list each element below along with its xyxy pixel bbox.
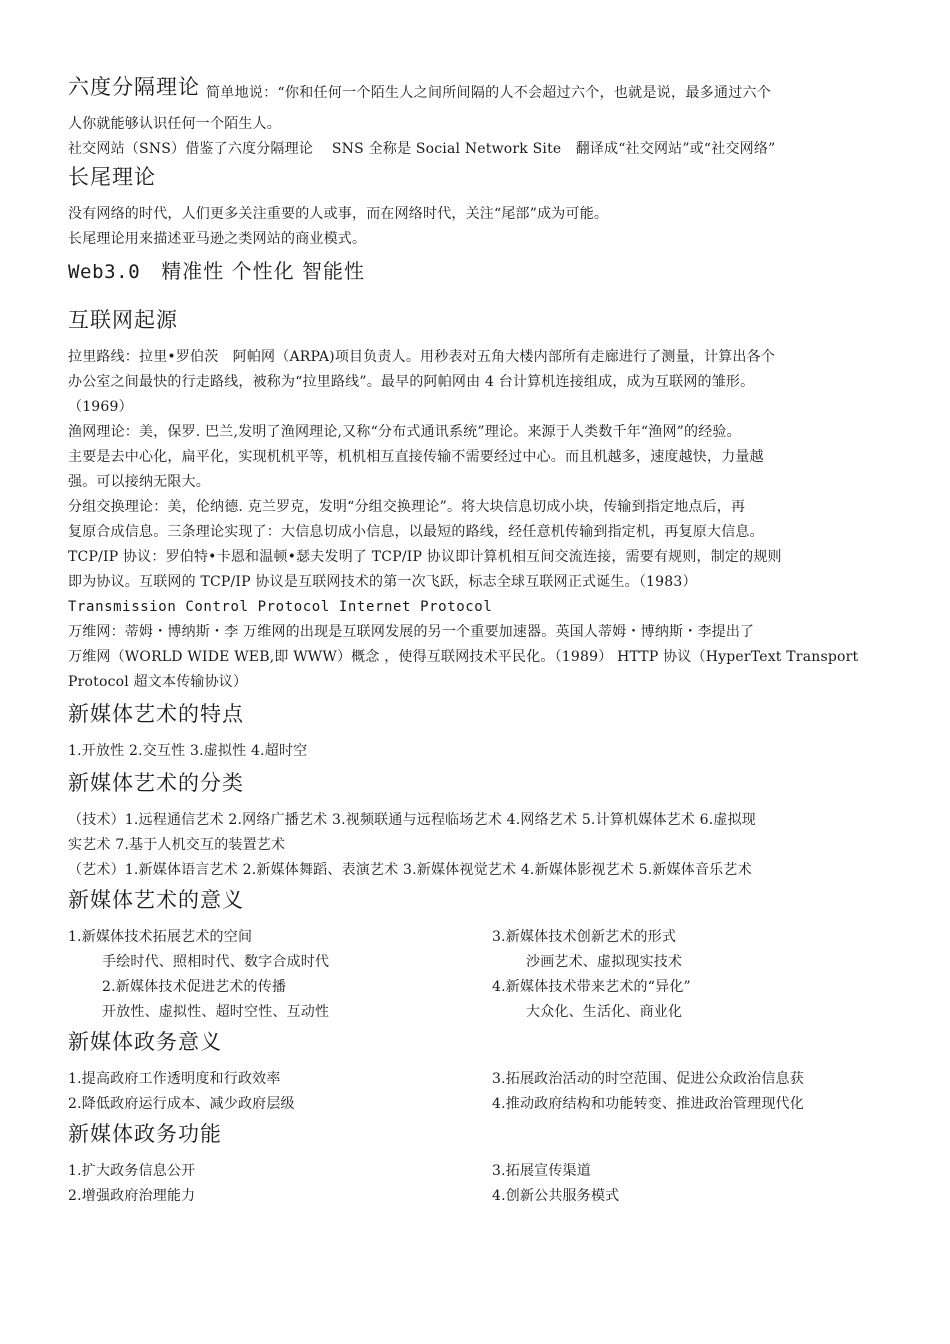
new-media-categories-section [68,768,886,883]
section-heading: 新媒体艺术的意义 [68,888,244,912]
paragraph-text: 1.开放性 2.交互性 3.虚拟性 4.超时空 [68,743,308,759]
paragraph-line: TCP/IP 协议：罗伯特•卡恩和温顿•瑟夫发明了 TCP/IP 协议即计算机相互间交流连接，需要有规则，制定的规则 [68,549,782,565]
section-heading: 新媒体政务功能 [68,1122,222,1146]
paragraph-line: 强。可以接纳无限大。 [68,474,210,490]
web3-traits: 精准性 个性化 智能性 [140,259,365,283]
new-media-significance-section [68,885,886,1025]
new-media-features-section [68,699,886,764]
paragraph-line: （技术）1.远程通信艺术 2.网络广播艺术 3.视频联通与远程临场艺术 4.网络艺术 5.计算机媒体艺术 6.虚拟现 [68,812,756,828]
list-item: 3.拓展政治活动的时空范围、促进公众政治信息获 [492,1071,804,1087]
paragraph-line: 实艺术 7.基于人机交互的装置艺术 [68,837,286,853]
long-tail-section [68,162,886,252]
document-page [68,72,886,1209]
list-item-detail: 手绘时代、照相时代、数字合成时代 [102,954,330,970]
paragraph-line: （1969） [68,399,133,415]
tcp-ip-fullname: Transmission Control Protocol Internet Protocol [68,599,493,615]
paragraph-line: Protocol 超文本传输协议） [68,674,248,690]
section-heading: 长尾理论 [68,165,156,189]
list-item-detail: 大众化、生活化、商业化 [526,1004,683,1020]
list-item-detail: 开放性、虚拟性、超时空性、互动性 [102,1004,330,1020]
e-government-significance-section [68,1027,886,1117]
section-heading: 新媒体艺术的分类 [68,771,244,795]
paragraph-text: 社交网站（SNS）借鉴了六度分隔理论 SNS 全称是 Social Network Site 翻译成“社交网站”或“社交网络” [68,141,776,157]
list-item: 4.新媒体技术带来艺术的“异化” [492,979,691,995]
paragraph-text: 简单地说：“你和任何一个陌生人之间所间隔的人不会超过六个，也就是说，最多通过六个 [206,85,772,101]
section-heading: 互联网起源 [68,308,178,332]
section-heading: 新媒体政务意义 [68,1030,222,1054]
list-item: 4.创新公共服务模式 [492,1188,620,1204]
paragraph-line: 分组交换理论：美，伦纳德. 克兰罗克，发明“分组交换理论”。将大块信息切成小块，传输到指定地点后，再 [68,499,746,515]
paragraph-line: 复原合成信息。三条理论实现了：大信息切成小信息，以最短的路线，经任意机传输到指定机，再复原大信息。 [68,524,764,540]
list-item: 1.扩大政务信息公开 [68,1163,196,1179]
list-item: 4.推动政府结构和功能转变、推进政治管理现代化 [492,1096,804,1112]
paragraph-line: 即为协议。互联网的 TCP/IP 协议是互联网技术的第一次飞跃，标志全球互联网正式诞生。（1983） [68,574,697,590]
paragraph-line: （艺术）1.新媒体语言艺术 2.新媒体舞蹈、表演艺术 3.新媒体视觉艺术 4.新媒体影视艺术 5.新媒体音乐艺术 [68,862,752,878]
web3-label: Web3.0 [68,261,141,283]
paragraph-line: 主要是去中心化，扁平化，实现机机平等，机机相互直接传输不需要经过中心。而且机越多，速度越快，力量越 [68,449,764,465]
paragraph-text: 人你就能够认识任何一个陌生人。 [68,116,281,132]
section-heading: 六度分隔理论 [68,75,200,99]
list-item: 1.提高政府工作透明度和行政效率 [68,1071,281,1087]
list-item: 2.新媒体技术促进艺术的传播 [102,979,287,995]
paragraph-line: 办公室之间最快的行走路线，被称为“拉里路线”。最早的阿帕网由 4 台计算机连接组成，成为互联网的雏形。 [68,374,755,390]
web3-section [68,256,886,287]
paragraph-line: 万维网（WORLD WIDE WEB,即 WWW）概念 ，使得互联网技术平民化。（1989） HTTP 协议（HyperText Transport [68,649,859,665]
six-degrees-section [68,72,886,162]
list-item: 3.拓展宣传渠道 [492,1163,591,1179]
paragraph-line: 渔网理论：美，保罗. 巴兰,发明了渔网理论,又称“分布式通讯系统”理论。来源于人类数千年“渔网”的经验。 [68,424,741,440]
e-government-functions-section [68,1119,886,1209]
paragraph-line: 拉里路线：拉里•罗伯茨 阿帕网（ARPA)项目负责人。用秒表对五角大楼内部所有走廊进行了测量，计算出各个 [68,349,776,365]
paragraph-text: 没有网络的时代，人们更多关注重要的人或事，而在网络时代，关注“尾部”成为可能。 [68,206,609,222]
list-item: 3.新媒体技术创新艺术的形式 [492,929,677,945]
list-item: 2.增强政府治理能力 [68,1188,196,1204]
paragraph-line: 万维网：蒂姆・博纳斯・李 万维网的出现是互联网发展的另一个重要加速器。英国人蒂姆・博纳斯・李提出了 [68,624,755,640]
list-item: 1.新媒体技术拓展艺术的空间 [68,929,253,945]
list-item-detail: 沙画艺术、虚拟现实技术 [526,954,683,970]
list-item: 2.降低政府运行成本、减少政府层级 [68,1096,295,1112]
section-heading: 新媒体艺术的特点 [68,702,244,726]
internet-origin-section [68,305,886,695]
paragraph-text: 长尾理论用来描述亚马逊之类网站的商业模式。 [68,231,367,247]
